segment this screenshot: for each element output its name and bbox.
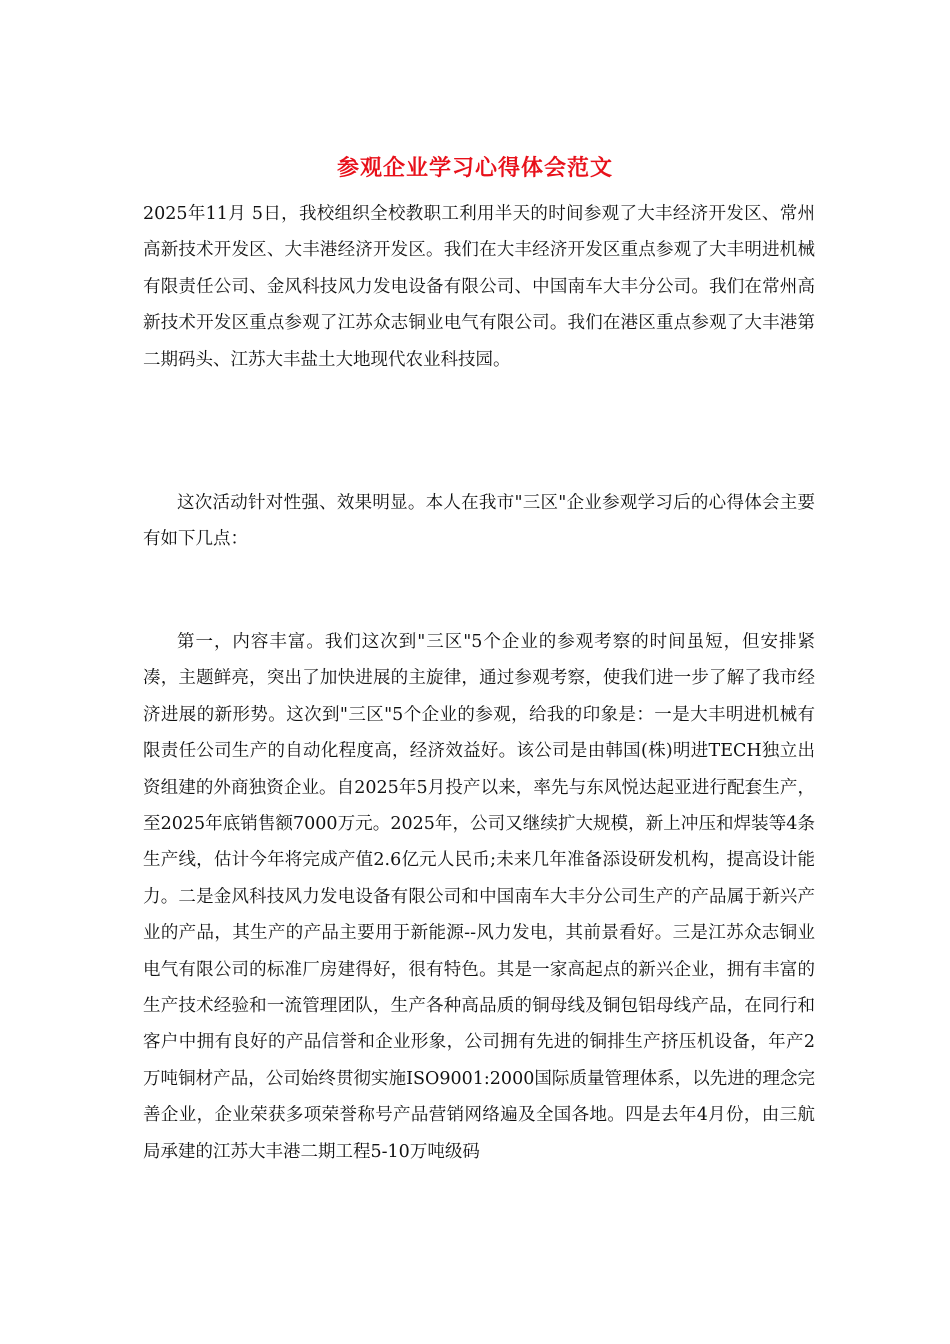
paragraph-first-point: 第一，内容丰富。我们这次到"三区"5个企业的参观考察的时间虽短，但安排紧凑，主题鲜亮，突出了加快进展的主旋律，通过参观考察，使我们进一步了解了我市经济进展的新形势。这次到"三区"5个企业的参观，给我的印象是：一是大丰明进机械有限责任公司生产的自动化程度高，经济效益好。该公司是由韩国(株)明进TECH独立出资组建的外商独资企业。自2025年5月投产以来，率先与东风悦达起亚进行配套生产，至2025年底销售额7000万元。2025年，公司又继续扩大规模，新上冲压和焊装等4条生产线，估计今年将完成产值2.6亿元人民币;未来几年准备添设研发机构，提高设计能力。二是金风科技风力发电设备有限公司和中国南车大丰分公司生产的产品属于新兴产业的产品，其生产的产品主要用于新能源--风力发电，其前景看好。三是江苏众志铜业电气有限公司的标准厂房建得好，很有特色。其是一家高起点的新兴企业，拥有丰富的生产技术经验和一流管理团队，生产各种高品质的铜母线及铜包铝母线产品，在同行和客户中拥有良好的产品信誉和企业形象，公司拥有先进的铜排生产挤压机设备，年产2万吨铜材产品，公司始终贯彻实施ISO9001:2000国际质量管理体系，以先进的理念完善企业，企业荣获多项荣誉称号产品营销网络遍及全国各地。四是去年4月份，由三航局承建的江苏大丰港二期工程5-10万吨级码 bbox=[143, 632, 815, 1162]
document-title: 参观企业学习心得体会范文 bbox=[336, 155, 613, 181]
paragraph-summary-intro: 这次活动针对性强、效果明显。本人在我市"三区"企业参观学习后的心得体会主要有如下几点： bbox=[143, 493, 815, 550]
paragraph-visit-overview: 2025年11月 5日，我校组织全校教职工利用半天的时间参观了大丰经济开发区、常州高新技术开发区、大丰港经济开发区。我们在大丰经济开发区重点参观了大丰明进机械有限责任公司、金风科技风力发电设备有限公司、中国南车大丰分公司。我们在常州高新技术开发区重点参观了江苏众志铜业电气有限公司。我们在港区重点参观了大丰港第二期码头、江苏大丰盐土大地现代农业科技园。 bbox=[143, 204, 815, 370]
